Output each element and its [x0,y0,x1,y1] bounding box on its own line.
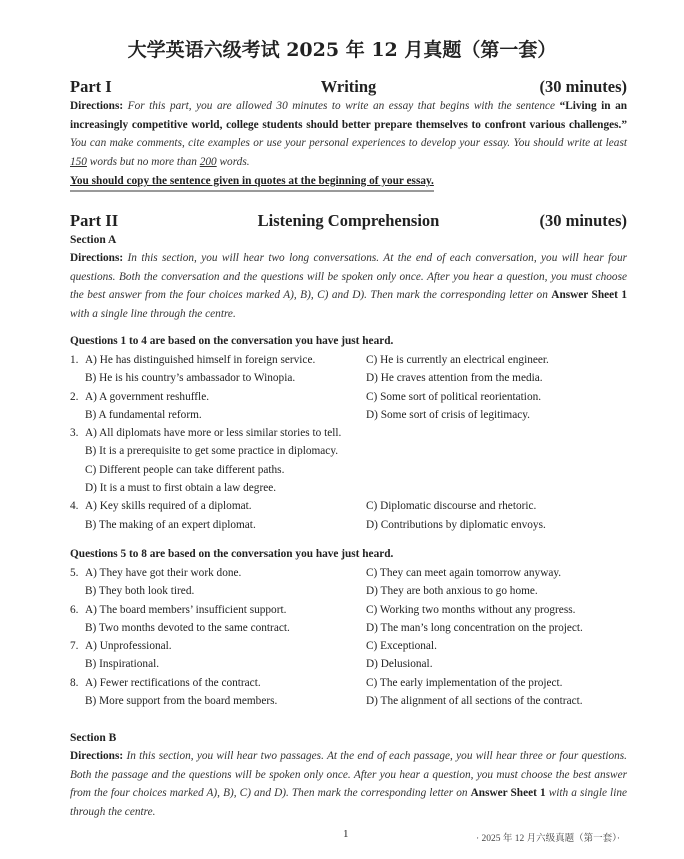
directions-text: You can make comments, cite examples or use your personal experiences to develop your essay. You should write at least [70,137,627,150]
answer-option: D) Delusional. [366,658,433,671]
part-number: Part I [70,77,112,96]
answer-option: D) It is a must to first obtain a law degree. [85,482,277,495]
question-row [70,637,627,655]
min-words: 150 [70,155,87,168]
answer-option: B) Two months devoted to the same contract. [85,621,290,634]
part1-directions [70,97,627,171]
question-group-1 [70,351,627,534]
question-row [70,601,627,619]
answer-sheet-ref: Answer Sheet 1 [470,787,546,800]
question-row [70,461,627,479]
page-title: 大学英语六级考试 2025 年 12 月真题（第一套） [127,39,557,61]
directions-text: with a single line through the centre. [70,787,628,818]
answer-option: C) Different people can take different paths. [85,463,285,476]
copy-note: You should copy the sentence given in quotes at the beginning of your essay. [70,172,434,192]
section-b-directions [70,747,627,821]
part-time: (30 minutes) [539,77,627,96]
directions-label: Directions: [70,100,124,112]
question-number: 3. [70,427,79,440]
question-row [70,442,627,460]
part-name: Writing [320,77,377,96]
max-words: 200 [199,155,217,168]
question-row [70,479,627,497]
part-number: Part II [70,211,119,230]
section-b-label: Section B [70,732,117,744]
answer-option: A) They have got their work done. [85,567,242,579]
question-row [70,351,627,369]
question-row [70,674,627,692]
answer-option: D) The man’s long concentration on the project. [366,621,583,634]
answer-option: B) It is a prerequisite to get some practice in diplomacy. [85,445,339,458]
question-row [70,406,627,424]
answer-option: A) Unprofessional. [85,640,172,653]
question-row [70,497,627,515]
answer-option: A) Fewer rectifications of the contract. [85,676,261,689]
question-number: 4. [70,500,79,513]
directions-label: Directions: [70,750,124,762]
answer-option: C) Diplomatic discourse and rhetoric. [366,500,537,513]
question-row [70,424,627,442]
answer-option: D) He craves attention from the media. [366,372,543,385]
question-number: 8. [70,676,79,689]
question-row [70,388,627,406]
directions-text: with a single line through the centre. [70,307,236,320]
page-number: 1 [343,828,349,840]
answer-option: C) Exceptional. [366,640,437,653]
answer-option: C) The early implementation of the project. [366,676,563,689]
directions-text: In this section, you will hear two long conversations. At the end of each conversation, you will hear four questions. Both the conversation and the questions will be spoken only once. After you hear a question, you must choose the best answer from the four choices marked A), B), C) and D). Then mark the corresponding letter on [70,252,627,302]
essay-prompt-quote: “Living in an increasingly competitive world, college students should better prepare themselves to confront various challenges.” [70,100,628,131]
part-time: (30 minutes) [539,211,627,230]
answer-option: B) He is his country’s ambassador to Winopia. [85,372,296,385]
answer-option: B) More support from the board members. [85,695,278,708]
footer-note: · 2025 年 12 月六级真题（第一套）· [476,834,621,844]
answer-sheet-ref: Answer Sheet 1 [551,289,627,302]
question-row [70,564,627,582]
question-row [70,582,627,600]
answer-option: A) The board members’ insufficient support. [85,603,287,616]
answer-option: A) A government reshuffle. [85,390,210,403]
question-row [70,655,627,673]
answer-option: D) The alignment of all sections of the contract. [366,695,583,708]
answer-option: A) Key skills required of a diplomat. [85,500,252,513]
answer-option: B) A fundamental reform. [85,408,202,421]
directions-text: words. [219,155,250,168]
answer-option: D) Contributions by diplomatic envoys. [366,518,546,531]
question-number: 7. [70,640,79,653]
question-number: 1. [70,354,79,366]
answer-option: B) The making of an expert diplomat. [85,518,256,531]
section-a-directions [70,249,627,323]
answer-option: C) Some sort of political reorientation. [366,390,542,403]
part1-heading [70,77,627,97]
question-row [70,516,627,534]
part2-heading [70,211,627,231]
answer-option: B) They both look tired. [85,585,195,598]
directions-text: In this section, you will hear two passages. At the end of each passage, you will hear three or four questions. Both the passage and the questions will be spoken only once. After you hear a question, you must choose the best answer from the four choices marked A), B), C) and D). Then mark the corresponding letter on [70,750,627,800]
answer-option: C) They can meet again tomorrow anyway. [366,567,562,579]
question-row [70,369,627,387]
answer-option: D) Some sort of crisis of legitimacy. [366,408,530,421]
answer-option: A) All diplomats have more or less similar stories to tell. [85,427,342,440]
answer-option: C) Working two months without any progress. [366,603,576,616]
question-group-2 [70,564,627,710]
question-row [70,619,627,637]
part-name: Listening Comprehension [257,211,440,230]
question-number: 2. [70,390,79,403]
answer-option: C) He is currently an electrical engineer. [366,354,549,366]
directions-label: Directions: [70,252,124,264]
section-a-label: Section A [70,234,117,246]
question-number: 5. [70,567,79,579]
directions-text: For this part, you are allowed 30 minutes to write an essay that begins with the sentence [127,100,556,112]
answer-option: D) They are both anxious to go home. [366,585,538,598]
questions-1-4-header: Questions 1 to 4 are based on the conversation you have just heard. [70,335,394,347]
answer-option: A) He has distinguished himself in foreign service. [85,354,316,366]
question-number: 6. [70,603,79,616]
directions-text: words but no more than [89,155,197,168]
question-row [70,692,627,710]
answer-option: B) Inspirational. [85,658,160,671]
questions-5-8-header: Questions 5 to 8 are based on the conversation you have just heard. [70,548,394,560]
